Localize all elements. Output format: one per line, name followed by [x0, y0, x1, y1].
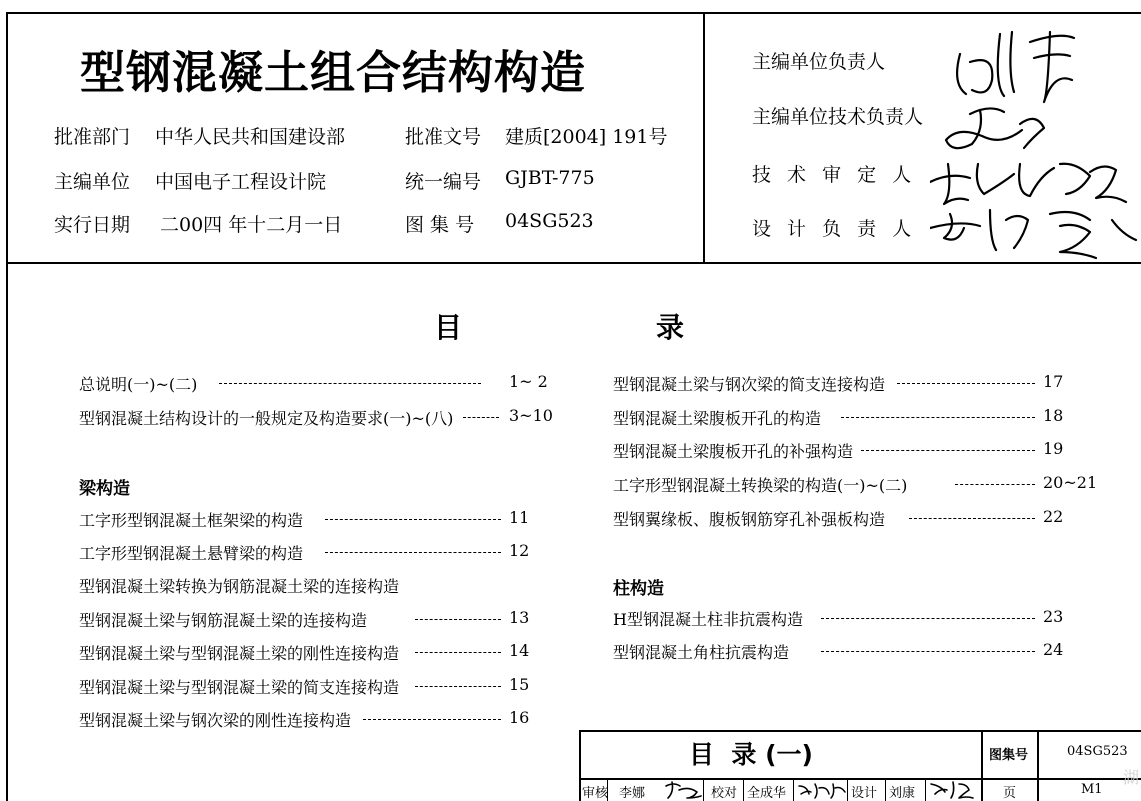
toc-row: [613, 507, 1113, 531]
info-value: 中国电子工程设计院: [155, 171, 327, 193]
toc-title: H型钢混凝土柱非抗震构造: [613, 610, 803, 629]
toc-leader: [821, 618, 1035, 619]
toc-page: 23: [1043, 607, 1064, 626]
info-label: 批准部门: [54, 126, 131, 148]
toc-title: 型钢混凝土梁腹板开孔的补强构造: [613, 442, 854, 461]
info-label2: 统一编号: [405, 171, 482, 193]
review-label: 审核: [582, 786, 609, 801]
toc-leader: [897, 383, 1035, 384]
info-value2: 04SG523: [505, 210, 594, 232]
review-signature: [663, 778, 703, 801]
toc-leader: [955, 484, 1035, 485]
toc-row: [613, 439, 1113, 463]
toc-row: [79, 708, 560, 732]
toc-title: 型钢混凝土结构设计的一般规定及构造要求(一)~(八): [79, 409, 454, 428]
toc-row: [613, 607, 1113, 631]
signature-graphics: [930, 14, 1140, 260]
design-label: 设计: [851, 786, 878, 801]
toc-page: 14: [509, 641, 530, 660]
info-value: 二00四 年十二月一日: [160, 214, 343, 236]
toc-title: 工字形型钢混凝土悬臂梁的构造: [79, 544, 304, 563]
toc-row: [613, 372, 1113, 396]
toc-heading-right: 录: [656, 311, 685, 344]
toc-title: 型钢翼缘板、腹板钢筋穿孔补强板构造: [613, 510, 886, 529]
toc-title: 型钢混凝土梁与型钢混凝土梁的简支连接构造: [79, 678, 400, 697]
info-label: 主编单位: [54, 171, 131, 193]
toc-leader: [415, 686, 501, 687]
toc-section-columns: 柱构造: [613, 579, 664, 599]
info-value2: 建质[2004] 191号: [505, 126, 668, 148]
toc-row: [79, 641, 560, 665]
toc-title: 型钢混凝土梁与型钢混凝土梁的刚性连接构造: [79, 644, 400, 663]
toc-page: 11: [509, 508, 530, 527]
toc-leader: [325, 552, 501, 553]
check-signature: [795, 778, 847, 801]
toc-page: 22: [1043, 507, 1064, 526]
info-value2: GJBT-775: [505, 167, 595, 189]
toc-title: 型钢混凝土梁与钢筋混凝土梁的连接构造: [79, 611, 368, 630]
role-chief-tech: 主编单位技术负责人: [752, 106, 924, 128]
toc-page: 17: [1043, 372, 1064, 391]
toc-title: 总说明(一)~(二): [79, 375, 198, 394]
signature-3: [930, 164, 1126, 204]
toc-page: 16: [509, 708, 530, 727]
toc-page: 12: [509, 541, 530, 560]
toc-leader: [463, 417, 499, 418]
check-label: 校对: [711, 786, 738, 801]
role-tech-review: 技 术 审 定 人: [752, 164, 912, 186]
toc-row: [613, 473, 1113, 497]
watermark: 湖: [1122, 768, 1139, 787]
toc-row: [79, 406, 560, 430]
role-design-lead: 设 计 负 责 人: [752, 218, 912, 240]
atlas-value: 04SG523: [1067, 744, 1128, 759]
toc-title: 型钢混凝土角柱抗震构造: [613, 643, 790, 662]
toc-section-beams: 梁构造: [79, 479, 130, 499]
toc-leader: [415, 619, 501, 620]
toc-title: 型钢混凝土梁腹板开孔的构造: [613, 409, 822, 428]
signature-2: [946, 108, 1044, 148]
toc-title: 型钢混凝土梁与钢次梁的简支连接构造: [613, 375, 886, 394]
toc-title: 型钢混凝土梁与钢次梁的刚性连接构造: [79, 711, 352, 730]
toc-page: 24: [1043, 640, 1064, 659]
header-divider-rule: [703, 12, 705, 262]
toc-row: [613, 406, 1113, 430]
toc-page: 13: [509, 608, 530, 627]
toc-leader: [861, 450, 1035, 451]
signature-4: [930, 210, 1136, 258]
page-label: 页: [1003, 786, 1017, 801]
info-row-1: [54, 122, 130, 149]
toc-row: [613, 640, 1113, 664]
toc-row: [79, 508, 560, 532]
review-name: 李娜: [619, 786, 646, 801]
design-name: 刘康: [889, 786, 916, 801]
toc-page: 15: [509, 675, 530, 694]
sheet-title: 目 录 (一): [689, 740, 813, 769]
info-value: 中华人民共和国建设部: [155, 126, 346, 148]
info-label2: 批准文号: [405, 126, 482, 148]
toc-title: 型钢混凝土梁转换为钢筋混凝土梁的连接构造: [79, 577, 400, 596]
toc-row: [79, 608, 560, 632]
check-name: 全成华: [747, 786, 787, 801]
info-label: 实行日期: [54, 214, 131, 236]
toc-row: [79, 675, 560, 699]
toc-leader: [821, 651, 1035, 652]
toc-page: 1~ 2: [509, 372, 548, 391]
toc-heading-left: 目: [434, 311, 463, 344]
toc-row: [79, 574, 560, 598]
role-chief-unit: 主编单位负责人: [752, 51, 886, 73]
toc-page: 19: [1043, 439, 1064, 458]
toc-leader: [363, 719, 501, 720]
design-signature: [927, 778, 981, 801]
atlas-label: 图集号: [989, 748, 1029, 763]
title-block: [579, 730, 1141, 801]
signature-1: [957, 32, 1074, 102]
toc-row: [79, 372, 560, 396]
toc-leader: [841, 417, 1035, 418]
toc-title: 工字形型钢混凝土框架梁的构造: [79, 511, 304, 530]
header-bottom-rule: [6, 262, 1141, 264]
toc-page: 3~10: [509, 406, 553, 425]
toc-title: 工字形型钢混凝土转换梁的构造(一)~(二): [613, 476, 908, 495]
toc-page: 18: [1043, 406, 1064, 425]
info-label2: 图 集 号: [405, 214, 475, 236]
toc-page: 20~21: [1043, 473, 1098, 492]
toc-row: [79, 541, 560, 565]
page-value: M1: [1081, 782, 1103, 797]
frame-left-rule: [6, 12, 8, 801]
toc-leader: [325, 519, 501, 520]
toc-leader: [909, 518, 1035, 519]
toc-leader: [219, 383, 481, 384]
toc-leader: [415, 652, 501, 653]
page-title: 型钢混凝土组合结构构造: [80, 46, 587, 99]
